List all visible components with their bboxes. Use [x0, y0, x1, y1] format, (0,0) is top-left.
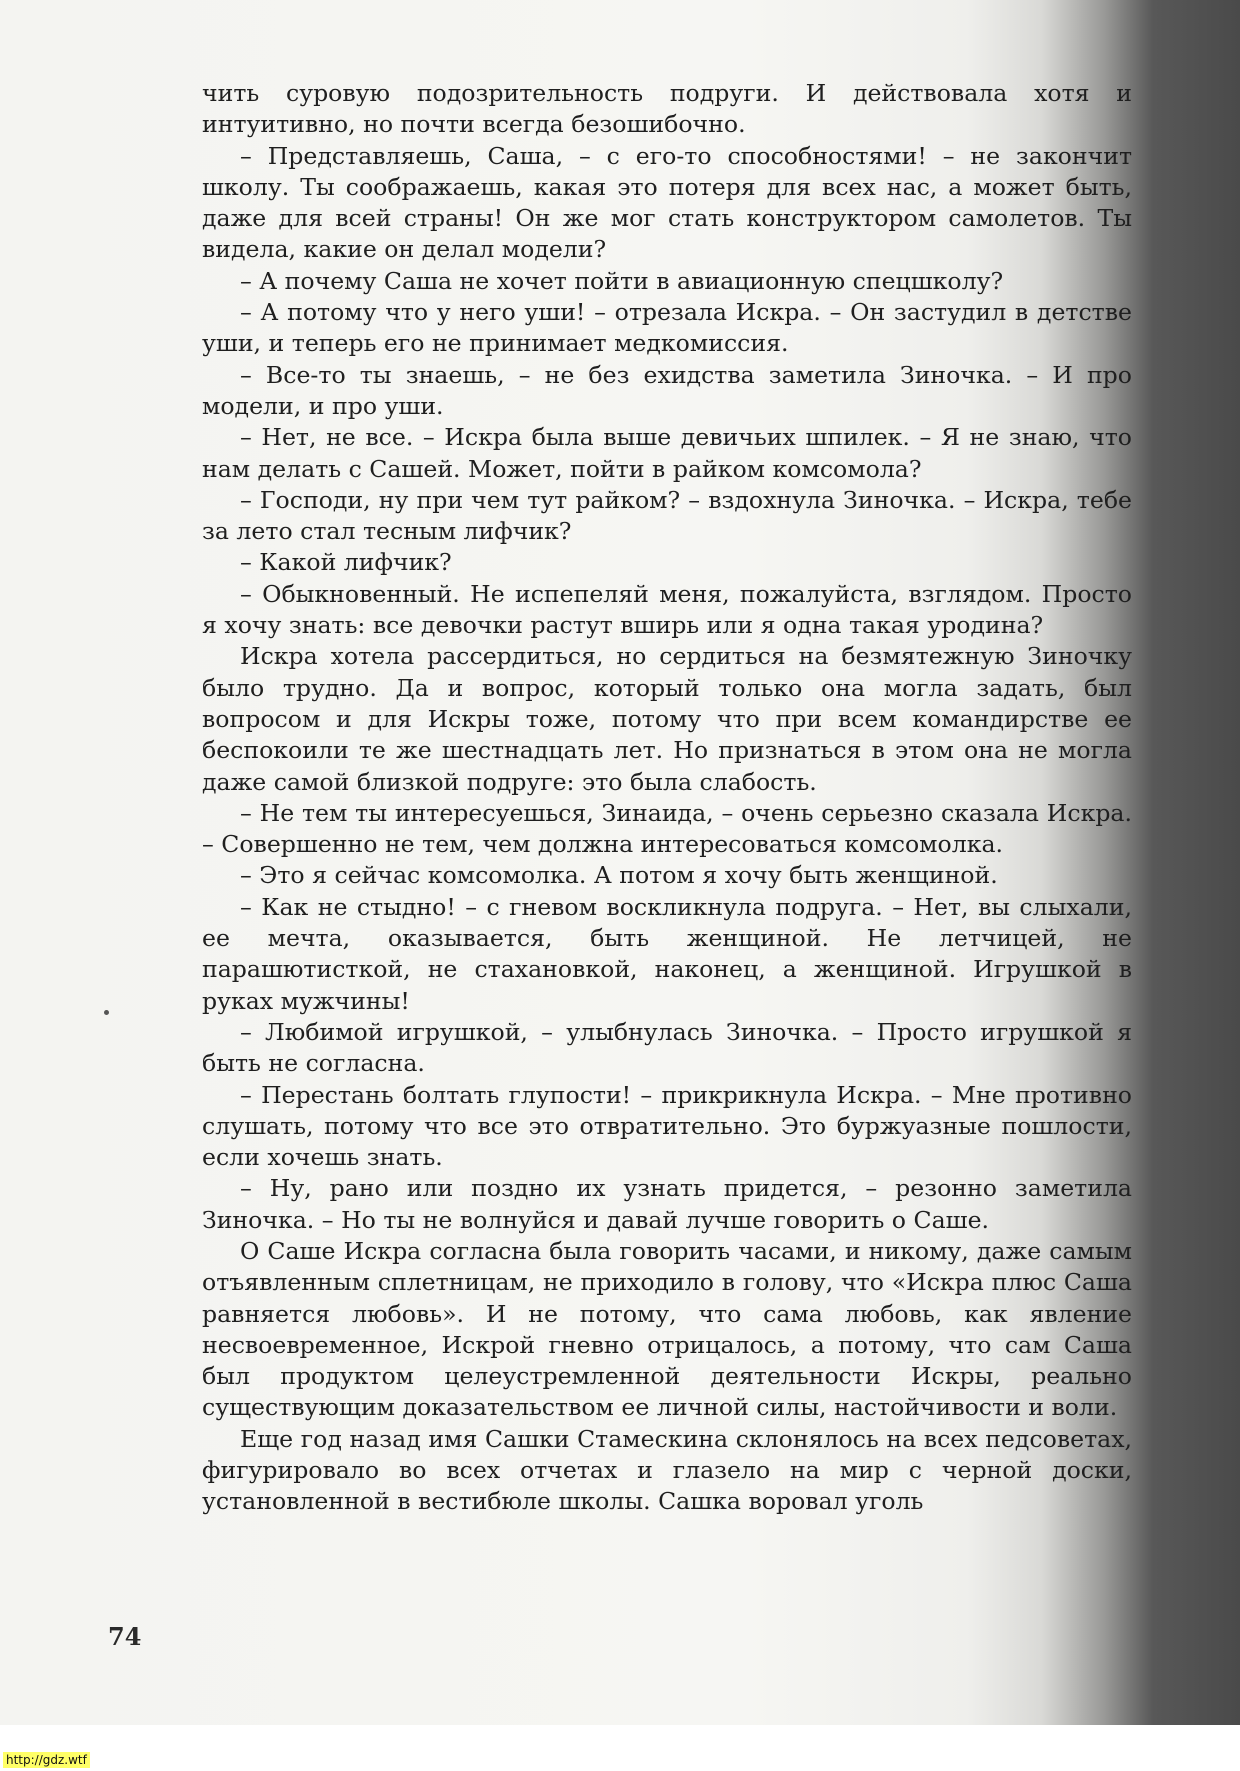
paragraph: О Саше Искра согласна была говорить часами, и никому, даже самым отъявленным сплетницам, не приходило в голову, что «Искра плюс Саша равняется любовь». И не потому, что сама любовь, как явление несвоевременное, Искрой гневно отрицалось, а потому, что сам Саша был продуктом целеустремленной деятельности Искры, реально существующим доказательством ее личной силы, настойчивости и воли.: [202, 1236, 1132, 1422]
page-number: 74: [108, 1622, 142, 1651]
body-text: [202, 78, 1132, 1518]
paragraph: – Как не стыдно! – с гневом воскликнула подруга. – Нет, вы слыхали, ее мечта, оказывается, быть женщиной. Не летчицей, не парашютисткой, не стахановкой, наконец, а женщиной. Игрушкой в руках мужчины!: [202, 892, 1132, 1015]
paragraph: – Любимой игрушкой, – улыбнулась Зиночка. – Просто игрушкой я быть не согласна.: [202, 1017, 1132, 1078]
paragraph: – Обыкновенный. Не испепеляй меня, пожалуйста, взглядом. Просто я хочу знать: все девочки растут вширь или я одна такая уродина?: [202, 579, 1132, 640]
paragraph: – Все-то ты знаешь, – не без ехидства заметила Зиночка. – И про модели, и про уши.: [202, 360, 1132, 420]
paragraph: – Ну, рано или поздно их узнать придется, – резонно заметила Зиночка. – Но ты не волнуйся и давай лучше говорить о Саше.: [202, 1174, 1132, 1234]
paragraph: – Господи, ну при чем тут райком? – вздохнула Зиночка. – Искра, тебе за лето стал тесным лифчик?: [202, 485, 1132, 546]
paragraph: Еще год назад имя Сашки Стамескина склонялось на всех педсоветах, фигурировало во всех отчетах и глазело на мир с черной доски, установленной в вестибюле школы. Сашка воровал уголь: [202, 1424, 1132, 1516]
watermark-link[interactable]: http://gdz.wtf: [3, 1752, 90, 1768]
paragraph: – Это я сейчас комсомолка. А потом я хочу быть женщиной.: [240, 861, 998, 890]
paragraph: – А потому что у него уши! – отрезала Искра. – Он застудил в детстве уши, и теперь его не принимает медкомиссия.: [202, 298, 1132, 358]
print-speck: [104, 1010, 109, 1015]
paragraph: – Представляешь, Саша, – с его-то способностями! – не закончит школу. Ты соображаешь, какая это потеря для всех нас, а может быть, даже для всей страны! Он же мог стать конструктором самолетов. Ты видела, какие он делал модели?: [202, 141, 1132, 264]
paragraph: – Перестань болтать глупости! – прикрикнула Искра. – Мне противно слушать, потому что все это отвратительно. Это буржуазные пошлости, если хочешь знать.: [202, 1080, 1132, 1172]
paragraph: Искра хотела рассердиться, но сердиться на безмятежную Зиночку было трудно. Да и вопрос, который только она могла задать, был вопросом и для Искры тоже, потому что при всем командирстве ее беспокоили те же шестнадцать лет. Но признаться в этом она не могла даже самой близкой подруге: это была слабость.: [202, 642, 1132, 796]
paragraph: – Какой лифчик?: [240, 548, 452, 577]
paragraph: – Нет, не все. – Искра была выше девичьих шпилек. – Я не знаю, что нам делать с Сашей. Может, пойти в райком комсомола?: [202, 423, 1132, 483]
paragraph: – Не тем ты интересуешься, Зинаида, – очень серьезно сказала Искра. – Совершенно не тем, чем должна интересоваться комсомолка.: [202, 798, 1132, 859]
footer-bar: [0, 1725, 1240, 1771]
paragraph: чить суровую подозрительность подруги. И действовала хотя и интуитивно, но почти всегда безошибочно.: [202, 79, 1132, 139]
paragraph: – А почему Саша не хочет пойти в авиационную спецшколу?: [240, 266, 1004, 295]
